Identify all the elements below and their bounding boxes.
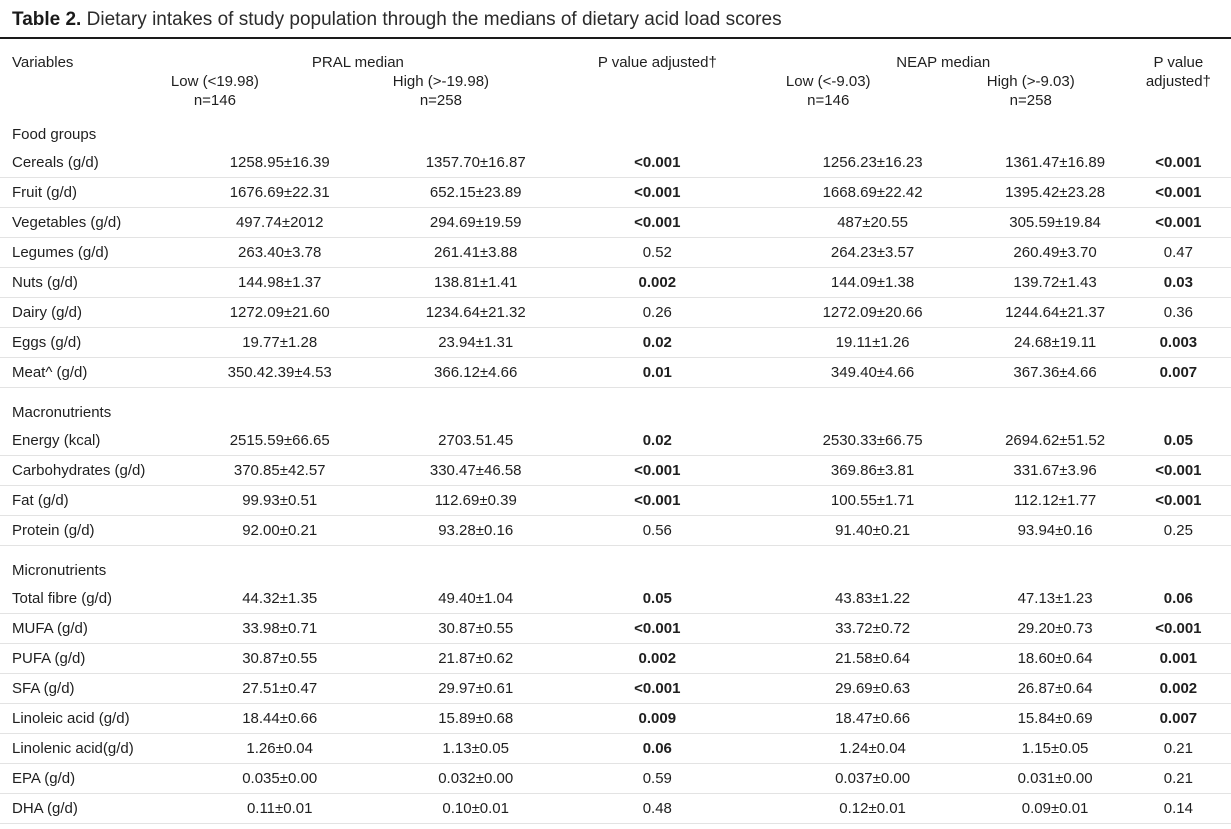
table-body xyxy=(0,110,1231,824)
neap-p-value: 0.21 xyxy=(1126,764,1231,794)
header-neap-low-cell xyxy=(751,72,906,110)
table-row xyxy=(0,208,1231,238)
table-row xyxy=(0,456,1231,486)
pral-p-value: 0.48 xyxy=(554,794,761,824)
pral-p-value: 0.01 xyxy=(554,358,761,388)
table-row xyxy=(0,704,1231,734)
header-pral-high-n: n=258 xyxy=(419,92,462,109)
neap-low-value: 91.40±0.21 xyxy=(761,516,985,546)
pral-low-value: 370.85±42.57 xyxy=(162,456,398,486)
pral-p-value: 0.002 xyxy=(554,268,761,298)
neap-high-value: 26.87±0.64 xyxy=(984,674,1125,704)
pral-p-value: 0.59 xyxy=(554,764,761,794)
header-neap-high-n: n=258 xyxy=(1009,92,1052,109)
variable-name: Vegetables (g/d) xyxy=(0,208,162,238)
header-pral-low-cell xyxy=(102,72,328,110)
neap-low-value: 0.037±0.00 xyxy=(761,764,985,794)
neap-p-value: <0.001 xyxy=(1126,148,1231,178)
variable-name: Dairy (g/d) xyxy=(0,298,162,328)
pral-p-value: 0.02 xyxy=(554,426,761,456)
neap-p-value: 0.14 xyxy=(1126,794,1231,824)
section-header-row xyxy=(0,110,1231,148)
pral-high-value: 1234.64±21.32 xyxy=(398,298,554,328)
table-top-rule xyxy=(0,37,1231,39)
neap-p-value: 0.25 xyxy=(1126,516,1231,546)
pral-high-value: 0.032±0.00 xyxy=(398,764,554,794)
neap-high-value: 0.031±0.00 xyxy=(984,764,1125,794)
table-row xyxy=(0,734,1231,764)
neap-low-value: 43.83±1.22 xyxy=(761,584,985,614)
header-variables: Variables xyxy=(12,54,74,71)
neap-high-value: 18.60±0.64 xyxy=(984,644,1125,674)
table-row xyxy=(0,178,1231,208)
neap-low-value: 1.24±0.04 xyxy=(761,734,985,764)
header-pral-low: Low (<19.98) xyxy=(170,73,259,90)
pral-high-value: 23.94±1.31 xyxy=(398,328,554,358)
neap-p-value: 0.007 xyxy=(1126,358,1231,388)
table-row xyxy=(0,516,1231,546)
variable-name: PUFA (g/d) xyxy=(0,644,162,674)
header-neap-low-n: n=146 xyxy=(807,92,850,109)
table-caption-label: Table 2. xyxy=(12,9,82,30)
table-row xyxy=(0,298,1231,328)
pral-low-value: 263.40±3.78 xyxy=(162,238,398,268)
table-row xyxy=(0,426,1231,456)
header-neap-p-line2: adjusted† xyxy=(1145,73,1211,90)
pral-p-value: 0.56 xyxy=(554,516,761,546)
neap-low-value: 0.12±0.01 xyxy=(761,794,985,824)
neap-p-value: <0.001 xyxy=(1126,614,1231,644)
pral-high-value: 294.69±19.59 xyxy=(398,208,554,238)
pral-high-value: 652.15±23.89 xyxy=(398,178,554,208)
neap-low-value: 18.47±0.66 xyxy=(761,704,985,734)
pral-low-value: 44.32±1.35 xyxy=(162,584,398,614)
table-row xyxy=(0,614,1231,644)
variable-name: Energy (kcal) xyxy=(0,426,162,456)
pral-p-value: 0.009 xyxy=(554,704,761,734)
neap-low-value: 19.11±1.26 xyxy=(761,328,985,358)
pral-high-value: 21.87±0.62 xyxy=(398,644,554,674)
neap-low-value: 144.09±1.38 xyxy=(761,268,985,298)
variable-name: Fat (g/d) xyxy=(0,486,162,516)
pral-p-value: <0.001 xyxy=(554,208,761,238)
pral-p-value: <0.001 xyxy=(554,178,761,208)
pral-p-value: 0.002 xyxy=(554,644,761,674)
pral-low-value: 0.035±0.00 xyxy=(162,764,398,794)
variable-name: Cereals (g/d) xyxy=(0,148,162,178)
table-row xyxy=(0,238,1231,268)
neap-p-value: 0.003 xyxy=(1126,328,1231,358)
variable-name: SFA (g/d) xyxy=(0,674,162,704)
pral-p-value: <0.001 xyxy=(554,486,761,516)
neap-low-value: 33.72±0.72 xyxy=(761,614,985,644)
neap-high-value: 367.36±4.66 xyxy=(984,358,1125,388)
pral-low-value: 19.77±1.28 xyxy=(162,328,398,358)
neap-p-value: 0.36 xyxy=(1126,298,1231,328)
pral-high-value: 366.12±4.66 xyxy=(398,358,554,388)
neap-p-value: <0.001 xyxy=(1126,486,1231,516)
section-title: Food groups xyxy=(12,126,97,143)
pral-high-value: 93.28±0.16 xyxy=(398,516,554,546)
header-pral-median: PRAL median xyxy=(311,54,404,71)
pral-low-value: 30.87±0.55 xyxy=(162,644,398,674)
header-pral-p-label: P value adjusted† xyxy=(597,54,717,71)
neap-high-value: 0.09±0.01 xyxy=(984,794,1125,824)
pral-high-value: 2703.51.45 xyxy=(398,426,554,456)
variable-name: Legumes (g/d) xyxy=(0,238,162,268)
neap-low-value: 487±20.55 xyxy=(761,208,985,238)
dietary-intake-table xyxy=(0,51,1231,824)
neap-high-value: 112.12±1.77 xyxy=(984,486,1125,516)
pral-low-value: 92.00±0.21 xyxy=(162,516,398,546)
header-neap-high: High (>-9.03) xyxy=(986,73,1075,90)
variable-name: MUFA (g/d) xyxy=(0,614,162,644)
pral-low-value: 497.74±2012 xyxy=(162,208,398,238)
variable-name: Total fibre (g/d) xyxy=(0,584,162,614)
neap-high-value: 93.94±0.16 xyxy=(984,516,1125,546)
variable-name: Carbohydrates (g/d) xyxy=(0,456,162,486)
neap-high-value: 331.67±3.96 xyxy=(984,456,1125,486)
section-header-row xyxy=(0,388,1231,427)
pral-low-value: 1676.69±22.31 xyxy=(162,178,398,208)
neap-high-value: 29.20±0.73 xyxy=(984,614,1125,644)
pral-p-value: 0.02 xyxy=(554,328,761,358)
pral-low-value: 1272.09±21.60 xyxy=(162,298,398,328)
table-row xyxy=(0,148,1231,178)
table-caption xyxy=(12,9,782,31)
neap-p-value: 0.21 xyxy=(1126,734,1231,764)
neap-p-value: <0.001 xyxy=(1126,178,1231,208)
neap-p-value: 0.002 xyxy=(1126,674,1231,704)
table-row xyxy=(0,764,1231,794)
neap-high-value: 260.49±3.70 xyxy=(984,238,1125,268)
neap-p-value: 0.001 xyxy=(1126,644,1231,674)
neap-low-value: 2530.33±66.75 xyxy=(761,426,985,456)
pral-low-value: 2515.59±66.65 xyxy=(162,426,398,456)
pral-high-value: 30.87±0.55 xyxy=(398,614,554,644)
section-header-row xyxy=(0,546,1231,585)
table-row xyxy=(0,644,1231,674)
table-row xyxy=(0,584,1231,614)
variable-name: DHA (g/d) xyxy=(0,794,162,824)
table-row xyxy=(0,328,1231,358)
neap-high-value: 305.59±19.84 xyxy=(984,208,1125,238)
variable-name: Linolenic acid(g/d) xyxy=(0,734,162,764)
neap-high-value: 47.13±1.23 xyxy=(984,584,1125,614)
table-caption-text: Dietary intakes of study population through the medians of dietary acid load scores xyxy=(81,9,782,30)
pral-low-value: 18.44±0.66 xyxy=(162,704,398,734)
pral-p-value: 0.52 xyxy=(554,238,761,268)
table-row xyxy=(0,486,1231,516)
pral-low-value: 0.11±0.01 xyxy=(162,794,398,824)
pral-low-value: 144.98±1.37 xyxy=(162,268,398,298)
neap-p-value: <0.001 xyxy=(1126,456,1231,486)
neap-low-value: 1256.23±16.23 xyxy=(761,148,985,178)
section-title: Micronutrients xyxy=(12,562,107,579)
neap-high-value: 1.15±0.05 xyxy=(984,734,1125,764)
header-neap-p-line1: P value xyxy=(1153,54,1204,71)
neap-low-value: 349.40±4.66 xyxy=(761,358,985,388)
variable-name: Fruit (g/d) xyxy=(0,178,162,208)
table-header xyxy=(0,51,1231,110)
variable-name: Protein (g/d) xyxy=(0,516,162,546)
neap-low-value: 1272.09±20.66 xyxy=(761,298,985,328)
pral-high-value: 261.41±3.88 xyxy=(398,238,554,268)
neap-low-value: 100.55±1.71 xyxy=(761,486,985,516)
header-neap-p xyxy=(1126,51,1231,110)
neap-high-value: 2694.62±51.52 xyxy=(984,426,1125,456)
pral-p-value: <0.001 xyxy=(554,148,761,178)
pral-p-value: <0.001 xyxy=(554,674,761,704)
header-pral-low-n: n=146 xyxy=(193,92,236,109)
neap-p-value: <0.001 xyxy=(1126,208,1231,238)
variable-name: EPA (g/d) xyxy=(0,764,162,794)
pral-p-value: 0.26 xyxy=(554,298,761,328)
neap-p-value: 0.03 xyxy=(1126,268,1231,298)
neap-high-value: 24.68±19.11 xyxy=(984,328,1125,358)
neap-low-value: 1668.69±22.42 xyxy=(761,178,985,208)
variable-name: Nuts (g/d) xyxy=(0,268,162,298)
table-row xyxy=(0,268,1231,298)
table-row xyxy=(0,358,1231,388)
pral-p-value: 0.05 xyxy=(554,584,761,614)
pral-high-value: 112.69±0.39 xyxy=(398,486,554,516)
neap-low-value: 264.23±3.57 xyxy=(761,238,985,268)
pral-p-value: <0.001 xyxy=(554,456,761,486)
section-title: Macronutrients xyxy=(12,404,112,421)
pral-high-value: 0.10±0.01 xyxy=(398,794,554,824)
pral-p-value: 0.06 xyxy=(554,734,761,764)
neap-low-value: 21.58±0.64 xyxy=(761,644,985,674)
pral-high-value: 1.13±0.05 xyxy=(398,734,554,764)
neap-high-value: 139.72±1.43 xyxy=(984,268,1125,298)
table-row xyxy=(0,674,1231,704)
neap-p-value: 0.05 xyxy=(1126,426,1231,456)
pral-high-value: 138.81±1.41 xyxy=(398,268,554,298)
pral-high-value: 330.47±46.58 xyxy=(398,456,554,486)
pral-low-value: 1.26±0.04 xyxy=(162,734,398,764)
header-neap-group xyxy=(761,51,1126,110)
neap-low-value: 29.69±0.63 xyxy=(761,674,985,704)
pral-p-value: <0.001 xyxy=(554,614,761,644)
neap-high-value: 15.84±0.69 xyxy=(984,704,1125,734)
neap-low-value: 369.86±3.81 xyxy=(761,456,985,486)
neap-p-value: 0.47 xyxy=(1126,238,1231,268)
neap-high-value: 1361.47±16.89 xyxy=(984,148,1125,178)
pral-low-value: 1258.95±16.39 xyxy=(162,148,398,178)
variable-name: Meat^ (g/d) xyxy=(0,358,162,388)
header-pral-high-cell xyxy=(328,72,554,110)
pral-high-value: 15.89±0.68 xyxy=(398,704,554,734)
header-neap-high-cell xyxy=(936,72,1126,110)
pral-high-value: 49.40±1.04 xyxy=(398,584,554,614)
neap-p-value: 0.007 xyxy=(1126,704,1231,734)
variable-name: Eggs (g/d) xyxy=(0,328,162,358)
header-pral-p xyxy=(554,51,761,110)
pral-high-value: 1357.70±16.87 xyxy=(398,148,554,178)
pral-low-value: 99.93±0.51 xyxy=(162,486,398,516)
pral-low-value: 350.42.39±4.53 xyxy=(162,358,398,388)
pral-low-value: 27.51±0.47 xyxy=(162,674,398,704)
pral-low-value: 33.98±0.71 xyxy=(162,614,398,644)
neap-high-value: 1395.42±23.28 xyxy=(984,178,1125,208)
table-row xyxy=(0,794,1231,824)
variable-name: Linoleic acid (g/d) xyxy=(0,704,162,734)
header-neap-median: NEAP median xyxy=(896,54,991,71)
header-pral-high: High (>-19.98) xyxy=(392,73,490,90)
neap-high-value: 1244.64±21.37 xyxy=(984,298,1125,328)
neap-p-value: 0.06 xyxy=(1126,584,1231,614)
pral-high-value: 29.97±0.61 xyxy=(398,674,554,704)
header-neap-low: Low (<-9.03) xyxy=(785,73,871,90)
header-pral-group xyxy=(162,51,554,110)
